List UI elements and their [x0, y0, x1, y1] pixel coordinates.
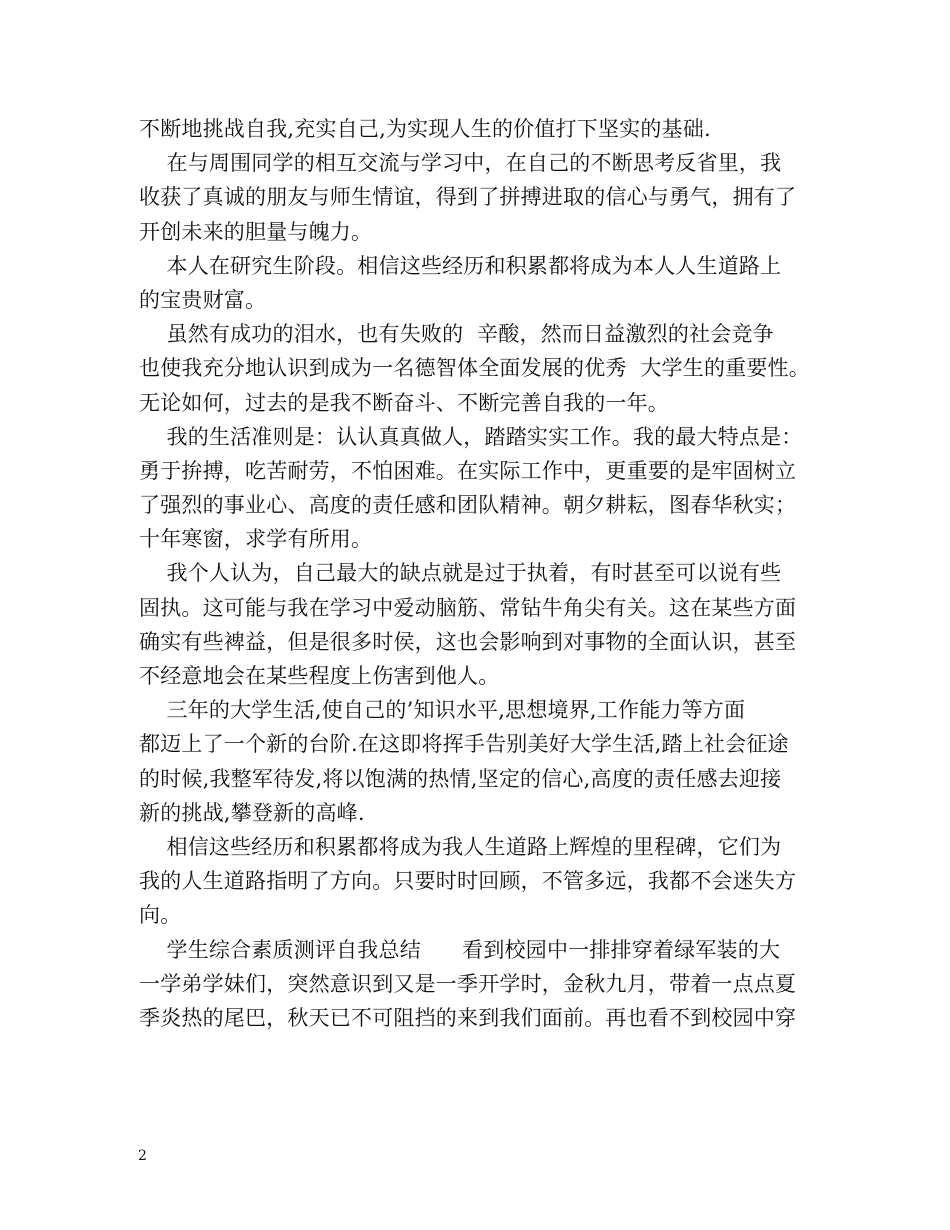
text-line: 我的人生道路指明了方向。只要时时回顾，不管多远，我都不会迷失方	[139, 869, 797, 894]
text-line: 的宝贵财富。	[139, 287, 267, 312]
text-line: 都迈上了一个新的台阶.在这即将挥手告别美好大学生活,踏上社会征途	[139, 732, 789, 757]
text-line: 三年的大学生活,使自己的’知识水平,思想境界,工作能力等方面	[139, 698, 746, 723]
text-line: 也使我充分地认识到成为一名德智体全面发展的优秀 大学生的重要性。	[139, 356, 810, 381]
text-line: 不断地挑战自我,充实自己,为实现人生的价值打下坚实的基础.	[139, 117, 711, 141]
text-line: 一学弟学妹们，突然意识到又是一季开学时，金秋九月，带着一点点夏	[139, 971, 797, 996]
page-number: 2	[138, 1148, 147, 1164]
text-line: 新的挑战,攀登新的高峰.	[139, 800, 365, 825]
text-line: 收获了真诚的朋友与师生情谊，得到了拼搏进取的信心与勇气，拥有了	[139, 185, 797, 210]
text-line: 十年寒窗，求学有所用。	[139, 527, 373, 552]
text-line: 我个人认为，自己最大的缺点就是过于执着，有时甚至可以说有些	[139, 561, 782, 586]
text-line: 我的生活准则是：认认真真做人，踏踏实实工作。我的最大特点是：	[139, 424, 803, 449]
text-line: 确实有些裨益，但是很多时侯，这也会影响到对事物的全面认识，甚至	[139, 629, 797, 654]
document-body	[139, 112, 819, 1035]
text-line: 不经意地会在某些程度上伤害到他人。	[139, 664, 500, 688]
text-line: 固执。这可能与我在学习中爱动脑筋、常钻牛角尖有关。这在某些方面	[139, 595, 797, 620]
text-line: 勇于拚搏，吃苦耐劳，不怕困难。在实际工作中，更重要的是牢固树立	[139, 458, 797, 483]
text-line: 无论如何，过去的是我不断奋斗、不断完善自我的一年。	[139, 390, 669, 415]
text-line: 季炎热的尾巴，秋天已不可阻挡的来到我们面前。再也看不到校园中穿	[139, 1005, 797, 1030]
text-line: 学生综合素质测评自我总结 看到校园中一排排穿着绿军装的大	[139, 937, 781, 962]
text-line: 在与周围同学的相互交流与学习中，在自己的不断思考反省里，我	[139, 151, 782, 176]
text-line: 本人在研究生阶段。相信这些经历和积累都将成为本人人生道路上	[139, 253, 782, 278]
text-line: 相信这些经历和积累都将成为我人生道路上辉煌的里程碑，它们为	[139, 834, 782, 859]
text-line: 虽然有成功的泪水，也有失败的 辛酸，然而日益激烈的社会竞争	[139, 322, 774, 347]
text-line: 了强烈的事业心、高度的责任感和团队精神。朝夕耕耘，图春华秋实；	[139, 493, 797, 518]
text-line: 开创未来的胆量与魄力。	[139, 219, 373, 244]
text-line: 向。	[139, 903, 182, 928]
text-line: 的时候,我整军待发,将以饱满的热情,坚定的信心,高度的责任感去迎接	[139, 766, 782, 791]
